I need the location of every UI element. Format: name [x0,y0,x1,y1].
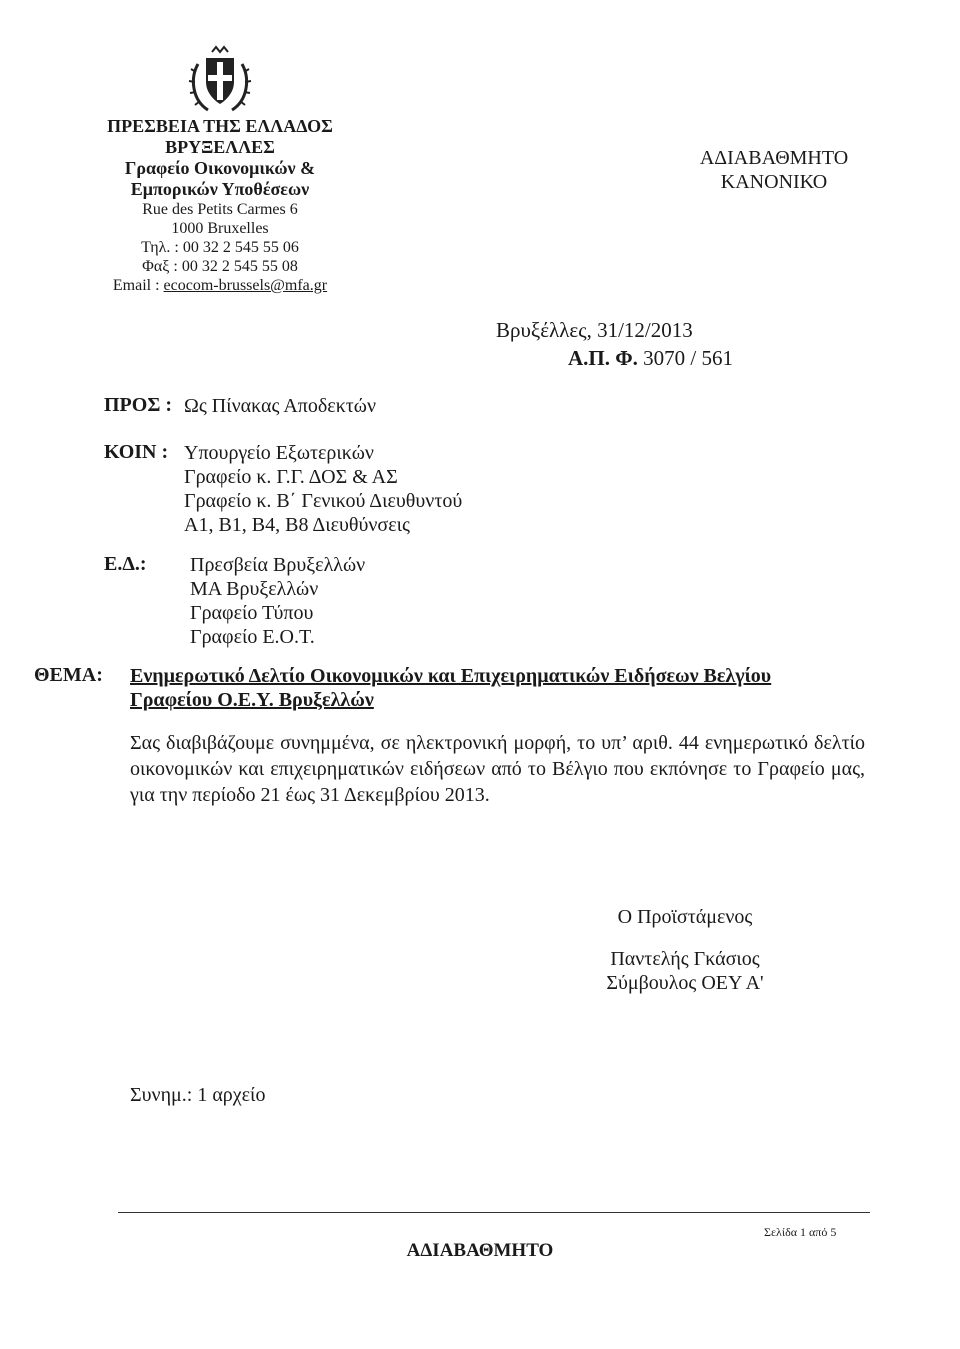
signature-position: Σύμβουλος ΟΕΥ Α' [606,972,764,994]
reference-number [568,346,733,371]
sender-email-row [100,276,340,295]
cc-list [184,441,462,537]
subject [130,664,771,712]
sender-office-line1: Γραφείο Οικονομικών & [124,158,316,178]
internal-list [190,553,365,649]
cc-item: Α1, Β1, Β4, Β8 Διευθύνσεις [184,514,410,536]
sender-street: Rue des Petits Carmes 6 [142,201,298,218]
reference-label: Α.Π. Φ. [568,346,638,370]
footer-divider [118,1212,870,1213]
subject-line1: Ενημερωτικό Δελτίο Οικονομικών και Επιχειρηματικών Ειδήσεων Βελγίου [130,665,772,687]
classification-level: ΑΔΙΑΒΑΘΜΗΤΟ [699,147,849,169]
classification-priority: ΚΑΝΟΝΙΚΟ [720,171,828,193]
internal-item: Γραφείο Τύπου [190,602,314,624]
cc-item: Γραφείο κ. Γ.Γ. ΔΟΣ & ΑΣ [184,466,398,488]
cc-item: Γραφείο κ. Β΄ Γενικού Διευθυντού [184,490,463,512]
sender-phone: Τηλ. : 00 32 2 545 55 06 [141,239,299,256]
reference-value: 3070 / 561 [637,346,734,370]
signature-title: Ο Προϊστάμενος [617,906,753,928]
sender-postcode: 1000 Bruxelles [171,220,269,237]
classification-block [684,146,864,194]
sender-embassy: ΠΡΕΣΒΕΙΑ ΤΗΣ ΕΛΛΑΔΟΣ [107,116,333,136]
internal-item: ΜΑ Βρυξελλών [190,578,319,600]
sender-fax: Φαξ : 00 32 2 545 55 08 [142,258,298,275]
page-number: Σελίδα 1 από 5 [764,1225,837,1239]
internal-label: Ε.Δ.: [104,553,147,575]
sender-city: ΒΡΥΞΕΛΛΕΣ [165,137,275,157]
internal-item: Πρεσβεία Βρυξελλών [190,554,366,576]
internal-item: Γραφείο Ε.Ο.Τ. [190,626,315,648]
subject-label: ΘΕΜΑ: [34,664,103,686]
to-value: Ως Πίνακας Αποδεκτών [184,395,377,417]
greek-coat-of-arms-emblem [188,44,252,116]
body-paragraph: Σας διαβιβάζουμε συνημμένα, σε ηλεκτρονική μορφή, το υπ’ αριθ. 44 ενημερωτικό δελτίο οικονομικών και επιχειρηματικών ειδήσεων από το Βέλγιο που εκπόνησε το Γραφείο μας, για την περίοδο 21 έως 31 Δεκεμβρίου 2013. [130,732,865,806]
signature-block [590,905,780,995]
subject-line2: Γραφείου Ο.Ε.Υ. Βρυξελλών [130,689,374,711]
footer-classification: ΑΔΙΑΒΑΘΜΗΤΟ [406,1240,554,1261]
place-date: Βρυξέλλες, 31/12/2013 [496,318,693,342]
signature-name: Παντελής Γκάσιος [610,948,760,970]
to-label: ΠΡΟΣ : [104,394,173,416]
sender-email-label: Email : [112,277,164,294]
cc-label: ΚΟΙΝ : [104,441,169,463]
sender-office-line2: Εμπορικών Υποθέσεων [130,179,310,199]
sender-email-link[interactable]: ecocom-brussels@mfa.gr [163,277,328,294]
attachments-note: Συνημ.: 1 αρχείο [130,1084,266,1106]
cc-item: Υπουργείο Εξωτερικών [184,442,374,464]
sender-block [100,116,340,295]
